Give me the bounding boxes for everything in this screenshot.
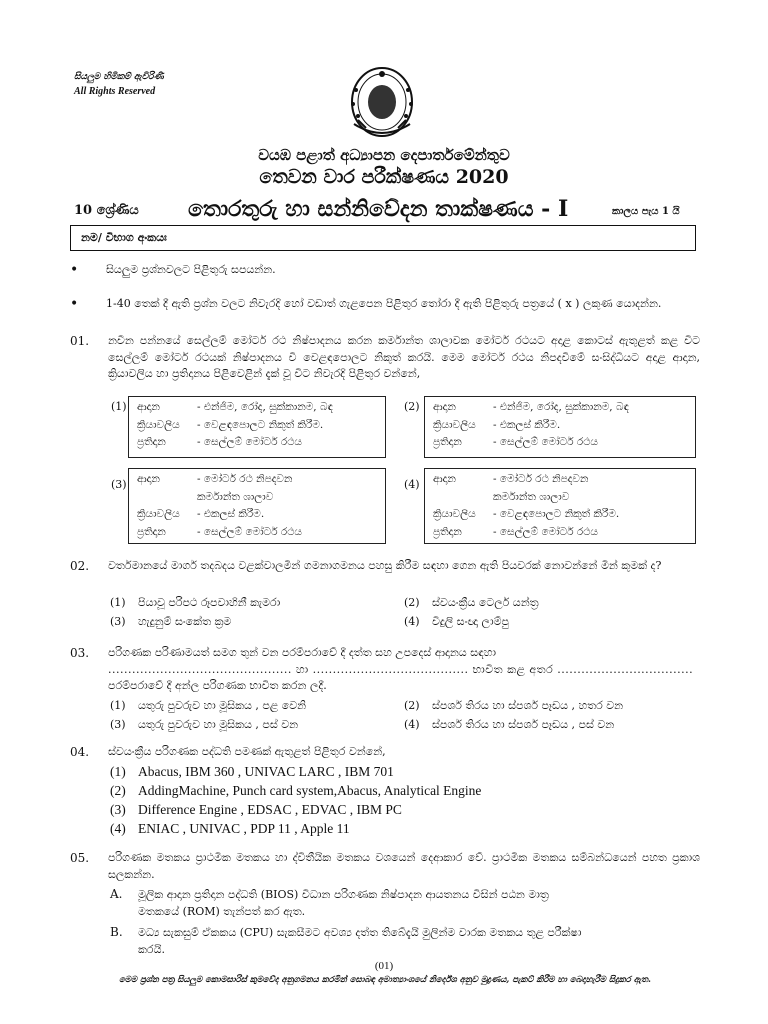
- question-05: 05. පරිගණක මතකය ප්‍රාථමික මතකය හා ද්විතීයික මතකය වශයෙන් දෙආකාර වේ. ප්‍රාථමික මතකය සම්බන්ධයෙන් පහත ප්‍රකාශ සලකන්න.: [70, 851, 700, 881]
- rights-english: All Rights Reserved: [74, 86, 156, 97]
- q02-option-2[interactable]: (2) ස්වයංක්‍රීය ටෙලර් යන්ත්‍ර: [404, 596, 539, 609]
- q03-line-1: පරිගණක පරිණාමයත් සමග තුන් වන පරම්පරාවේ දී දත්ත සහ උපදෙස් ආදානය සඳහා: [108, 646, 496, 659]
- question-02: 02. වර්තමානයේ මාර්ග තදබදය වළක්වාලමින් ගමනාගමනය පහසු කිරීම සඳහා ගෙන ඇති පියවරක් නොවන්නේ මින් කුමක් ද?: [70, 559, 662, 573]
- bullet-icon: •: [70, 296, 79, 312]
- question-04: 04. ස්වයංක්‍රීය පරිගණක පද්ධති පමණක් ඇතුළත් පිළිතුර වන්නේ,: [70, 745, 386, 759]
- bullet-icon: •: [70, 262, 79, 278]
- q01-option-1[interactable]: ආදාන - එන්ජිම, රෝද, සුක්කානම, බඳ ක්‍රියාවලිය - වෙළඳපොලට නිකුත් කිරීම. ප්‍රතිදාන - සෙල්ලම් මෝටර් රථය: [128, 396, 386, 458]
- question-01: 01. නවීන පන්නයේ සෙල්ලම් මෝටර් රථ නිෂ්පාදනය කරන කර්මාන්ත ශාලාවක මෝටර් රථයට අදාළ කොටස් ඇතුළත් කළ විට සෙල්ලම් මෝටර් රථයක් නිෂ්පාදනය වී වෙළඳපොලට නිකුත් කරයි. මෙම මෝටර් රථය නිපදවීමේ සංසිද්ධියට අදාළ ආදාන, ක්‍රියාවලිය හා ප්‍රතිදානය පිළිවෙළින් දැක් වූ විට නිවැරදි පිළිතුර වන්නේ,: [70, 334, 700, 380]
- q04-option-4[interactable]: (4) ENIAC , UNIVAC , PDP 11 , Apple 11: [110, 821, 350, 836]
- q03-line-3: පරම්පරාවේ දී අන්ල පරිගණක භාවිත කරන ලදී.: [108, 679, 327, 692]
- emblem-icon: [336, 62, 428, 144]
- q03-option-2[interactable]: (2) ස්පර්ශ තිරය හා ස්පර්ශ පෑඩය , හතර වන: [404, 699, 624, 712]
- option-number: (2): [404, 400, 420, 413]
- q01-option-3[interactable]: ආදාන - මෝටර් රථ නිපදවන කර්මාන්ත ශාලාව ක්‍රියාවලිය - එකලස් කිරීම. ප්‍රතිදාන - සෙල්ලම් මෝටර් රථය: [128, 468, 386, 544]
- option-number: (3): [111, 478, 127, 491]
- time-label: කාලය පැය 1 යි: [612, 206, 680, 217]
- q03-option-4[interactable]: (4) ස්පර්ශ තිරය හා ස්පර්ශ පෑඩය , පස් වන: [404, 718, 615, 731]
- option-number: (4): [404, 478, 420, 491]
- grade-label: 10 ශ්‍රේණිය: [74, 203, 139, 218]
- q04-option-1[interactable]: (1) Abacus, IBM 360 , UNIVAC LARC , IBM 701: [110, 764, 394, 779]
- page-number: (01): [374, 960, 394, 972]
- q01-option-2[interactable]: ආදාන - එන්ජිම, රෝද, සුක්කානම, බඳ ක්‍රියාවලිය - එකලස් කිරීම. ප්‍රතිදාන - සෙල්ලම් මෝටර් රථය: [424, 396, 696, 458]
- name-label: නම/ විභාග අංකයඃ: [81, 231, 167, 244]
- question-03: 03. පරිගණක පරිණාමයත් සමග තුන් වන පරම්පරාවේ දී දත්ත සහ උපදෙස් ආදානය සඳහා .............................................. හා ....................................... භාවිත කළ අතර .................................. පරම්පරාවේ දී අන්ල පරිගණක භාවිත කරන ලදී.: [70, 645, 700, 697]
- subject-title: තොරතුරු හා සන්නිවේදන තාක්ෂණය - I: [188, 196, 569, 222]
- department-title: වයඹ පළාත් අධ්‍යාපන දෙපාර්තමේන්තුව: [258, 146, 510, 164]
- name-field[interactable]: [70, 225, 696, 251]
- term-title: තෙවන වාර පරීක්ෂණය 2020: [259, 166, 509, 188]
- option-number: (1): [111, 400, 127, 413]
- q04-option-3[interactable]: (3) Difference Engine , EDSAC , EDVAC , IBM PC: [110, 802, 402, 817]
- q03-option-3[interactable]: (3) යතුරු පුවරුව හා මූසිකය , පස් වන: [110, 718, 299, 731]
- q01-option-4[interactable]: ආදාන - මෝටර් රථ නිපදවන කර්මාන්ත ශාලාව ක්‍රියාවලිය - වෙළඳපොලට නිකුත් කිරීම. ප්‍රතිදාන - සෙල්ලම් මෝටර් රථය: [424, 468, 696, 544]
- rights-sinhala: සියලුම හිමිකම් ඇවිරිණි: [74, 72, 164, 82]
- q02-option-1[interactable]: (1) පියාවූ පරිපථ රූපවාහිනී කැමරා: [110, 596, 281, 609]
- q05-statement-a: A. මූලික ආදාන ප්‍රතිදාන පද්ධති (BIOS) විධාන පරිගණක නිෂ්පාදන ආයතනය විසින් පඨන මාත්‍ර මතකයේ (ROM) තැන්පත් කර ඇත.: [110, 887, 549, 918]
- q03-option-1[interactable]: (1) යතුරු පුවරුව හා මූසිකය , පළ වෙනි: [110, 699, 307, 712]
- footer-note: මෙම ප්‍රශ්න පත්‍ර සියලුම කොමසාරිස් කුමවේද අනුගමනය කරමින් සොබඳ අමාත්‍යාංශයේ නිර්දේශ අනුව මුද්‍රණය, පැකට් කිරීම හා බෙදාහැරීම සිදුකර ඇත.: [119, 975, 651, 985]
- q04-option-2[interactable]: (2) AddingMachine, Punch card system,Abacus, Analytical Engine: [110, 783, 482, 798]
- q05-statement-b: B. මධ්‍ය සැකසුම් ඒකකය (CPU) සැකසීමට අවශ්‍ය දත්ත තිබේදැයි මුලින්ම වාරක මතකය තුළ පරීක්ෂා කරයි.: [110, 925, 582, 956]
- q03-blanks: .............................................. හා ....................................... භාවිත කළ අතර ..................................: [108, 662, 694, 676]
- q02-option-3[interactable]: (3) හැදුනුම් සංකේත ක්‍රම: [110, 615, 232, 628]
- q02-option-4[interactable]: (4) විදුලි සංඥා ලාම්පු: [404, 615, 509, 628]
